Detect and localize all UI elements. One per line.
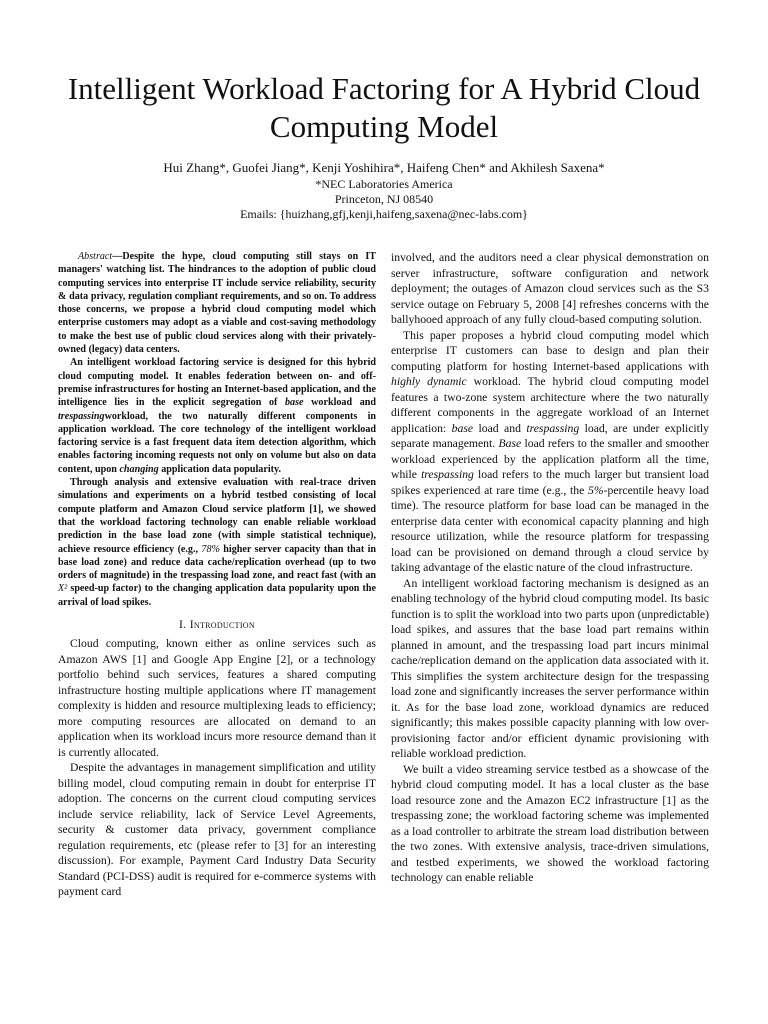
section-title: Introduction — [189, 618, 255, 632]
paper-title: Intelligent Workload Factoring for A Hybrid Cloud Computing Model — [67, 71, 701, 144]
introduction-left-text — [58, 636, 376, 900]
body-paragraph: involved, and the auditors need a clear physical demonstration on server infrastructure, software configuration and network deployment; the outages of Amazon cloud services such as the S3 service outage on February 5, 2008 [4] refreshes concerns with the ballyhooed approach of any fully cloud-based computing solution. — [391, 251, 709, 326]
introduction-right-text — [391, 250, 709, 886]
affiliation-block — [40, 177, 728, 222]
affiliation-org: *NEC Laboratories America — [315, 177, 453, 191]
abstract — [58, 250, 376, 609]
body-paragraph: An intelligent workload factoring mechanism is designed as an enabling technology of the hybrid cloud computing model. Its basic function is to split the workload into two parts upon (unpredictable) load spikes, and assures that the base load part remains within planned in amount, and the trespassing load part incurs minimal cache/replication demand on the application data associated with it. This simplifies the system architecture design for the trespassing load zone and significantly increases the server performance within it. As for the base load zone, workload dynamics are reduced significantly; this makes possible capacity planning with low over-provisioning factor and/or efficient dynamic provisioning with reliable workload prediction. — [391, 576, 709, 760]
section-heading-introduction — [58, 618, 376, 631]
abstract-label: Abstract — [78, 251, 113, 262]
body-paragraph: Despite the advantages in management simplification and utility billing model, cloud computing remain in doubt for enterprise IT adoption. The concerns on the current cloud computing services include service reliability, lack of Service Level Agreements, security & customer data privacy, government compliance regulation requirements, etc (please refer to [3] for an interesting discussion). For example, Payment Card Industry Data Security Standard (PCI-DSS) audit is required for e-commerce systems with payment card — [58, 761, 376, 899]
left-column — [58, 250, 376, 900]
author-list: Hui Zhang*, Guofei Jiang*, Kenji Yoshihira*, Haifeng Chen* and Akhilesh Saxena* — [163, 160, 605, 175]
abstract-paragraph: Abstract—Despite the hype, cloud computing still stays on IT managers' watching list. The hindrances to the adoption of public cloud computing services into enterprise IT include service reliability, security & data privacy, regulation compliant requirements, and so on. To address those concerns, we propose a hybrid cloud computing model which enterprise customers may adopt as a viable and cost-saving methodology to make the best use of public cloud services along with their privately-owned (legacy) data centers. — [58, 251, 376, 356]
body-paragraph: We built a video streaming service testbed as a showcase of the hybrid cloud computing model. It has a local cluster as the base load resource zone and the Amazon EC2 infrastructure [1] as the trespassing zone; the workload factoring scheme was implemented as a load controller to arbitrate the stream load distribution between the two zones. With extensive analysis, trace-driven simulations, and testbed experiments, we showed the workload factoring technology can enable reliable — [391, 762, 709, 884]
affiliation-emails: Emails: {huizhang,gfj,kenji,haifeng,saxena@nec-labs.com} — [240, 207, 528, 221]
abstract-paragraph: An intelligent workload factoring service is designed for this hybrid cloud computing model. It enables federation between on- and off-premise infrastructures for hosting an Internet-based application, and the intelligence lies in the explicit segregation of base workload and trespassingworkload, the two naturally different components in application workload. The core technology of the intelligent workload factoring service is a fast frequent data item detection algorithm, which enables factoring incoming requests not only on volume but also on data content, upon changing application data popularity. — [58, 357, 376, 475]
affiliation-location: Princeton, NJ 08540 — [334, 192, 434, 206]
right-column — [391, 250, 709, 886]
abstract-paragraph: Through analysis and extensive evaluation with real-trace driven simulations and experiments on a hybrid testbed consisting of local compute platform and Amazon Cloud service platform [1], we showed that the workload factoring technology can enable reliable workload prediction in the base load zone (with simple statistical technique), achieve resource efficiency (e.g., 78% higher server capacity than that in base load zone) and reduce data cache/replication overhead (up to two orders of magnitude) in the trespassing load zone, and react fast (with an X² speed-up factor) to the changing application data popularity upon the arrival of load spikes. — [58, 477, 377, 608]
section-number: I. — [179, 618, 187, 632]
body-paragraph: This paper proposes a hybrid cloud computing model which enterprise IT customers can base to design and plan their computing platform for hosting Internet-based applications with highly dynamic workload. The hybrid cloud computing model features a two-zone system architecture where the two naturally different components in the aggregate workload of an Internet application: base load and trespassing load, are under explicitly separate management. Base load refers to the smaller and smoother workload experienced by the application platform all the time, while trespassing load refers to the much larger but transient load spikes experienced at rare time (e.g., the 5%-percentile heavy load time). The resource platform for base load can be managed in the enterprise data center with economical capacity planning and high resource utilization, while the resource platform for trespassing load can be provisioned on demand through a cloud service by taking advantage of the elastic nature of the cloud infrastructure. — [391, 328, 710, 574]
body-paragraph: Cloud computing, known either as online services such as Amazon AWS [1] and Google App Engine [2], or a technology portfolio behind such services, features a shared computing infrastructure hosting multiple applications where IT management complexity is hidden and resource multiplexing leads to efficiency; more computing resources are allocated on demand to an application when its workload incurs more resource demand than it is currently allocated. — [58, 637, 376, 759]
